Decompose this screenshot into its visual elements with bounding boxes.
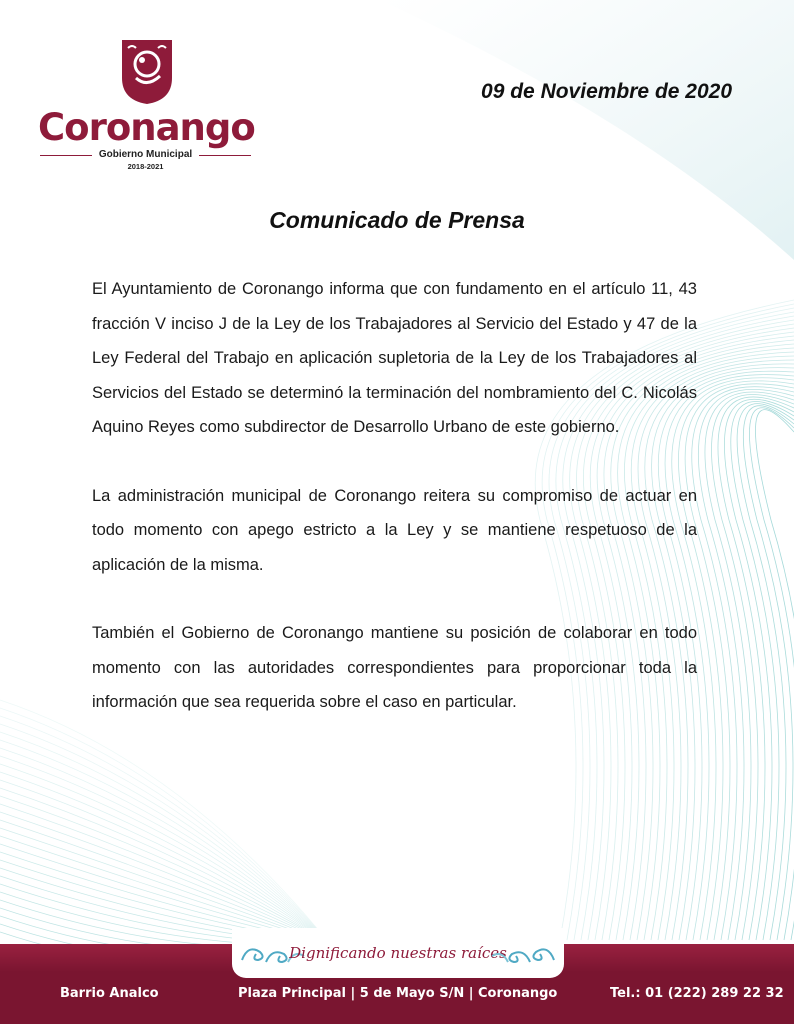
footer-phone: Tel.: 01 (222) 289 22 32 <box>610 986 784 1001</box>
slogan-box <box>232 928 564 978</box>
paragraph-3: También el Gobierno de Coronango mantiene su posición de colaborar en todo momento con las autoridades correspondientes para proporcionar toda la información que sea requerida sobre el caso en particular. <box>92 624 697 711</box>
slogan-text: Dignificando nuestras raíces <box>289 944 507 962</box>
paragraph-1: El Ayuntamiento de Coronango informa que con fundamento en el artículo 11, 43 fracción V inciso J de la Ley de los Trabajadores al Servicio del Estado y 47 de la Ley Federal del Trabajo en aplicación supletoria de la Ley de los Trabajadores al Servicios del Estado se determinó la terminación del nombramiento del C. Nicolás Aquino Reyes como subdirector de Desarrollo Urbano de este gobierno. <box>92 280 697 436</box>
logo-years: 2018-2021 <box>127 162 164 171</box>
footer-address-center: Plaza Principal | 5 de Mayo S/N | Coronango <box>238 986 558 1001</box>
footer-address-left: Barrio Analco <box>60 986 159 1001</box>
document-date: 09 de Noviembre de 2020 <box>481 80 732 103</box>
wave-swirl-right-icon <box>488 940 558 968</box>
logo-divider-right <box>199 155 251 156</box>
paragraph-2: La administración municipal de Coronango reitera su compromiso de actuar en todo momento con apego estricto a la Ley y se mantiene respetuoso de la aplicación de la misma. <box>92 486 697 574</box>
press-release-body <box>92 272 697 720</box>
logo-subtitle: Gobierno Municipal <box>98 149 193 160</box>
logo-wordmark: Coronango <box>38 106 255 149</box>
coat-of-arms-icon <box>118 38 176 106</box>
document-title: Comunicado de Prensa <box>269 207 525 233</box>
coronango-logo <box>38 38 253 178</box>
